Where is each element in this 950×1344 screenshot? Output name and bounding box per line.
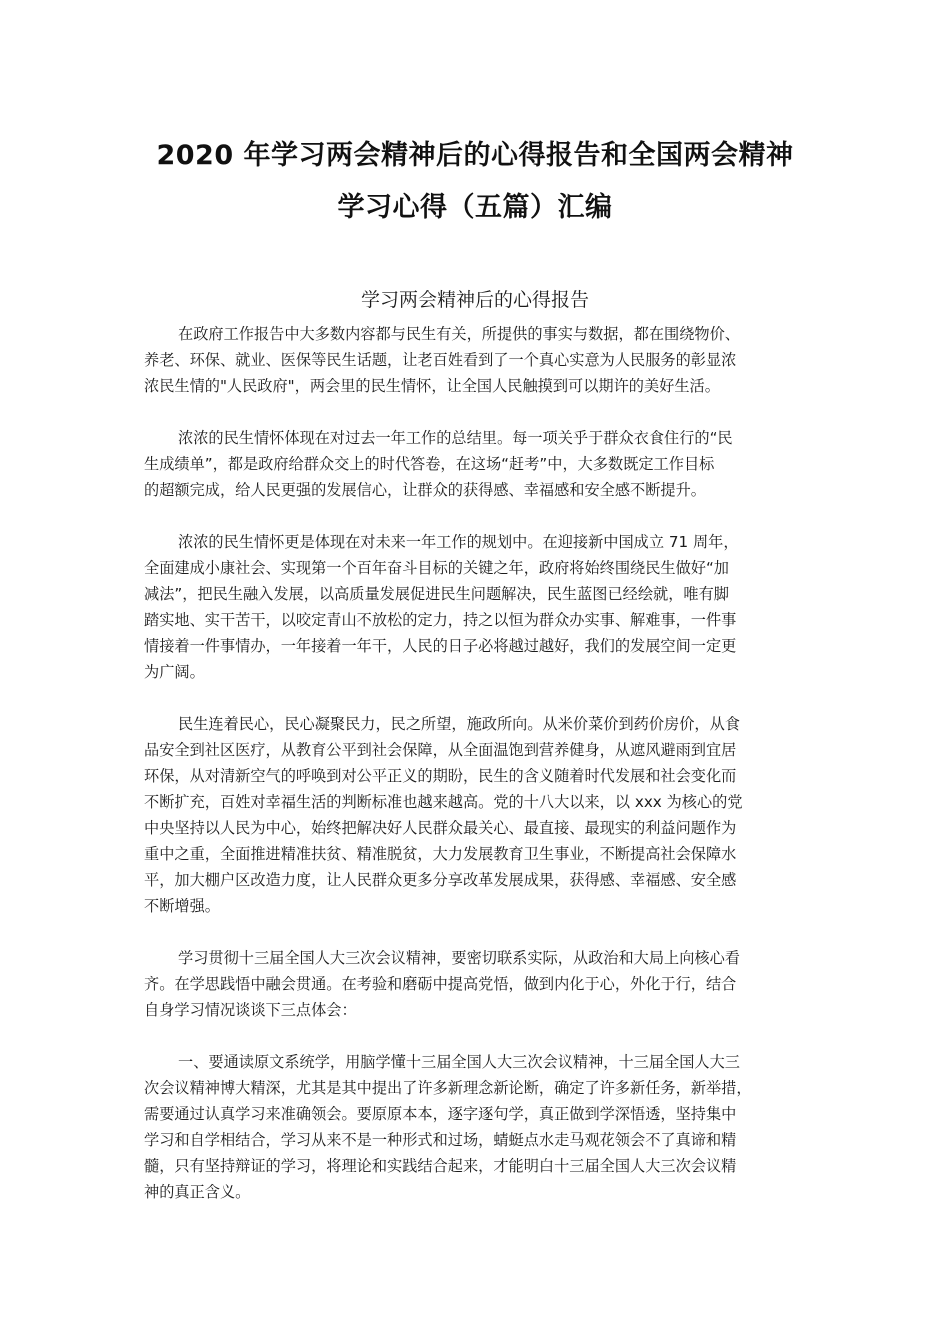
paragraph-line: 品安全到社区医疗，从教育公平到社会保障，从全面温饱到营养健身，从遮风避雨到宜居 [144, 741, 737, 759]
paragraph-line: 中央坚持以人民为中心，始终把解决好人民群众最关心、最直接、最现实的利益问题作为 [144, 819, 737, 837]
paragraph-line: 学习和自学相结合，学习从来不是一种形式和过场，蜻蜓点水走马观花领会不了真谛和精 [144, 1131, 737, 1149]
paragraph [144, 425, 804, 503]
paragraph-line: 重中之重，全面推进精准扶贫、精准脱贫，大力发展教育卫生事业，不断提高社会保障水 [144, 845, 737, 863]
document-title-line: 2020 年学习两会精神后的心得报告和全国两会精神 [156, 140, 794, 171]
paragraph-line: 髓，只有坚持辩证的学习，将理论和实践结合起来，才能明白十三届全国人大三次会议精 [144, 1157, 737, 1175]
paragraph [144, 711, 804, 919]
paragraph-line: 减法”，把民生融入发展，以高质量发展促进民生问题解决，民生蓝图已经绘就，唯有脚 [144, 585, 729, 603]
paragraph-line: 次会议精神博大精深，尤其是其中提出了许多新理念新论断，确定了许多新任务，新举措， [144, 1079, 752, 1097]
paragraph-line: 不断扩充，百姓对幸福生活的判断标准也越来越高。党的十八大以来，以 xxx 为核心的党 [144, 793, 743, 811]
paragraph-line: 学习贯彻十三届全国人大三次会议精神，要密切联系实际，从政治和大局上向核心看 [178, 949, 740, 967]
paragraph-line: 需要通过认真学习来准确领会。要原原本本，逐字逐句学，真正做到学深悟透，坚持集中 [144, 1105, 737, 1123]
body-text [144, 321, 804, 1231]
paragraph-line: 为广阔。 [144, 663, 205, 681]
paragraph [144, 1049, 804, 1205]
paragraph-line: 浓民生情的"人民政府"，两会里的民生情怀，让全国人民触摸到可以期许的美好生活。 [144, 377, 720, 395]
paragraph-line: 踏实地、实干苦干，以咬定青山不放松的定力，持之以恒为群众办实事、解难事，一件事 [144, 611, 737, 629]
paragraph-line: 全面建成小康社会、实现第一个百年奋斗目标的关键之年，政府将始终围绕民生做好“加 [144, 559, 729, 577]
paragraph-line: 齐。在学思践悟中融会贯通。在考验和磨砺中提高党悟，做到内化于心，外化于行，结合 [144, 975, 737, 993]
paragraph [144, 321, 804, 399]
paragraph-line: 民生连着民心，民心凝聚民力，民之所望，施政所向。从米价菜价到药价房价，从食 [178, 715, 740, 733]
document-title [120, 130, 830, 234]
paragraph-line: 不断增强。 [144, 897, 220, 915]
paragraph [144, 945, 804, 1023]
paragraph-line: 生成绩单”，都是政府给群众交上的时代答卷，在这场“赶考”中，大多数既定工作目标 [144, 455, 715, 473]
paragraph-line: 神的真正含义。 [144, 1183, 251, 1201]
paragraph-line: 一、要通读原文系统学，用脑学懂十三届全国人大三次会议精神，十三届全国人大三 [178, 1053, 740, 1071]
paragraph-line: 浓浓的民生情怀体现在对过去一年工作的总结里。每一项关乎于群众衣食住行的“民 [178, 429, 733, 447]
paragraph [144, 529, 804, 685]
paragraph-line: 自身学习情况谈谈下三点体会： [144, 1001, 357, 1019]
paragraph-line: 的超额完成，给人民更强的发展信心，让群众的获得感、幸福感和安全感不断提升。 [144, 481, 706, 499]
paragraph-line: 在政府工作报告中大多数内容都与民生有关，所提供的事实与数据，都在围绕物价、 [178, 325, 740, 343]
section-title: 学习两会精神后的心得报告 [360, 289, 589, 311]
paragraph-line: 养老、环保、就业、医保等民生话题，让老百姓看到了一个真心实意为人民服务的彰显浓 [144, 351, 737, 369]
paragraph-line: 平，加大棚户区改造力度，让人民群众更多分享改革发展成果，获得感、幸福感、安全感 [144, 871, 737, 889]
paragraph-line: 浓浓的民生情怀更是体现在对未来一年工作的规划中。在迎接新中国成立 71 周年， [178, 533, 739, 551]
paragraph-line: 环保，从对清新空气的呼唤到对公平正义的期盼，民生的含义随着时代发展和社会变化而 [144, 767, 737, 785]
document-title-line: 学习心得（五篇）汇编 [337, 192, 613, 223]
paragraph-line: 情接着一件事情办，一年接着一年干，人民的日子必将越过越好，我们的发展空间一定更 [144, 637, 737, 655]
